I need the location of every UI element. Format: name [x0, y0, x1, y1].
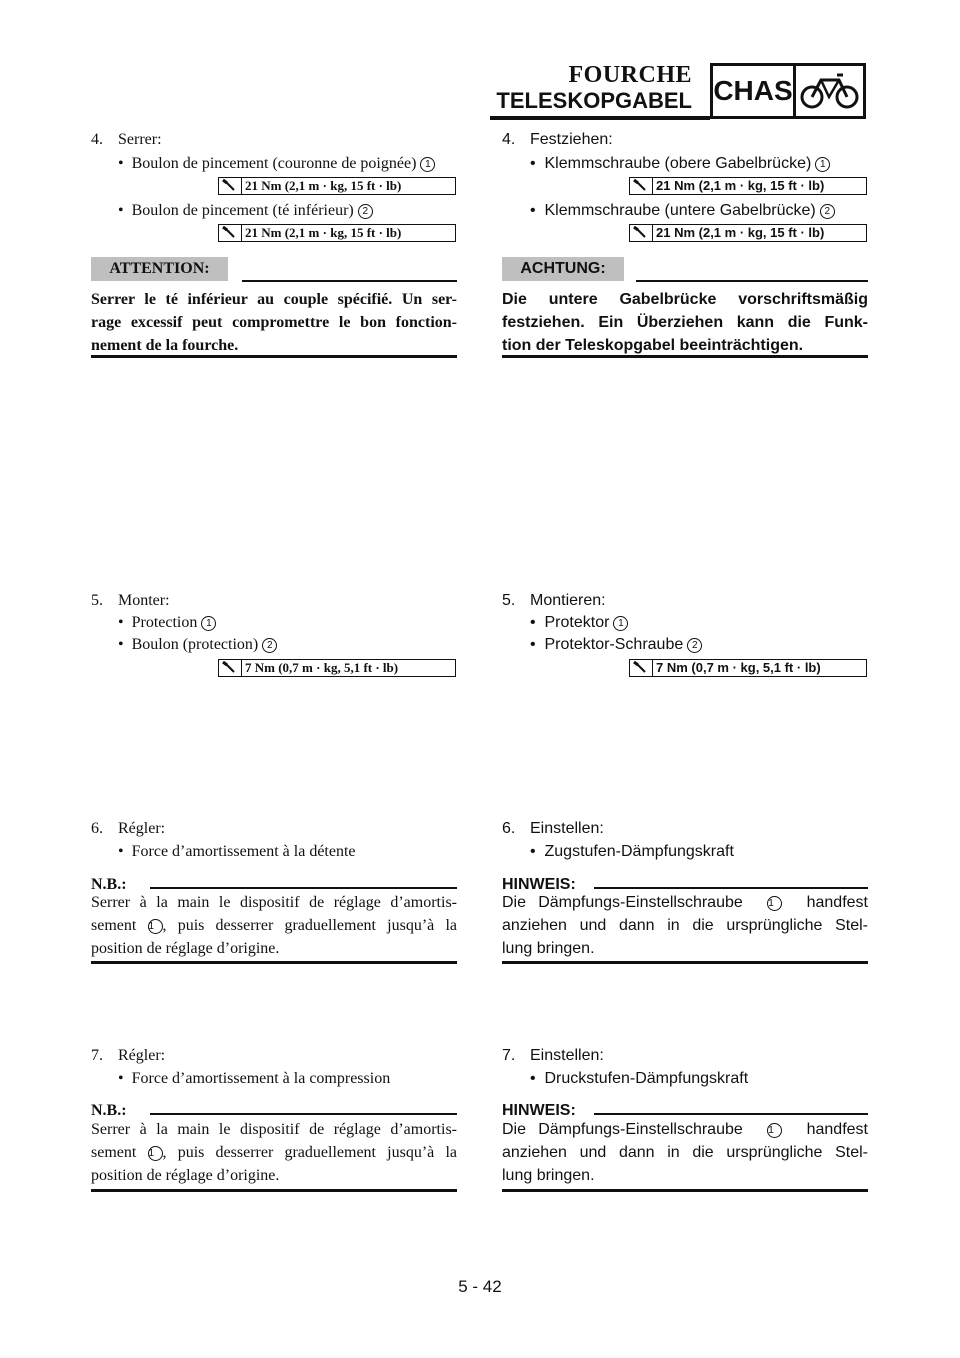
right-step6-note-text: Die Dämpfungs-Einstellschraube 1 handfest anziehen und dann in die ursprüngliche Stel- lung bringen.: [502, 894, 868, 957]
torque-value: 7 Nm (0,7 m · kg, 5,1 ft · lb): [656, 660, 821, 675]
right-step6-action: Einstellen:: [530, 820, 604, 837]
right-step7-bullet1: • Druckstufen-Dämpfungskraft: [530, 1070, 749, 1087]
right-step7-note-text: Die Dämpfungs-Einstellschraube 1 handfest anziehen und dann in die ursprüngliche Stel- lung bringen.: [502, 1121, 868, 1184]
left-step5-torque-spec: [218, 659, 456, 677]
section-code: CHAS: [713, 75, 793, 106]
ref-callout: 1: [201, 616, 216, 631]
page-number: 5 - 42: [458, 1277, 502, 1296]
ref-callout: 1: [148, 919, 163, 934]
right-step6-note-end-rule: [502, 961, 868, 964]
wrench-icon: [630, 660, 653, 676]
right-step5-bullet1: • Protektor 1: [530, 613, 628, 633]
left-step5-bullet2: • Boulon (protection) 2: [118, 635, 277, 655]
right-step4-bullet2: • Klemmschraube (untere Gabelbrücke) 2: [530, 201, 835, 221]
left-step6-action: Régler:: [118, 820, 166, 837]
wrench-icon: [219, 660, 242, 676]
right-step5-number: 5.: [502, 592, 516, 609]
section-divider: [793, 66, 796, 116]
torque-value: 21 Nm (2,1 m · kg, 15 ft · lb): [245, 225, 402, 240]
left-step7-note-rule: [150, 1113, 457, 1115]
left-step4-torque-spec1: [218, 177, 456, 195]
left-step6-note-label: N.B.:: [91, 876, 127, 893]
left-step5-bullet1: • Protection 1: [118, 613, 216, 633]
left-attention-label: ATTENTION:: [91, 257, 228, 281]
left-step5-number: 5.: [91, 592, 103, 609]
left-step7-note-label: N.B.:: [91, 1102, 127, 1119]
ref-callout: 2: [262, 638, 277, 653]
left-attention-end-rule: [91, 355, 457, 358]
left-attention-rule: [242, 280, 457, 282]
right-step6-bullet1: • Zugstufen-Dämpfungskraft: [530, 843, 734, 860]
right-step5-bullet2: • Protektor-Schraube 2: [530, 635, 702, 655]
right-step6-note-label: HINWEIS:: [502, 876, 576, 893]
left-step7-bullet1: • Force d’amortissement à la compression: [118, 1070, 391, 1087]
right-step6-note-rule: [594, 887, 868, 889]
left-step4-number: 4.: [91, 131, 103, 148]
ref-callout: 2: [687, 638, 702, 653]
left-step7-number: 7.: [91, 1047, 103, 1064]
header-title-fr: FOURCHE: [568, 62, 692, 88]
right-step7-number: 7.: [502, 1047, 516, 1064]
ref-callout: 1: [420, 157, 435, 172]
ref-callout: 2: [358, 204, 373, 219]
right-step7-note-rule: [594, 1113, 868, 1115]
torque-value: 21 Nm (2,1 m · kg, 15 ft · lb): [656, 178, 825, 193]
section-badge: [710, 63, 866, 119]
left-step6-note-text: Serrer à la main le dispositif de réglage d’amortis- sement 1 , puis desserrer graduellement jusqu’à la position de réglage d’origine.: [91, 894, 458, 957]
left-step6-note-end-rule: [91, 961, 457, 964]
left-step6-note-rule: [150, 887, 457, 889]
right-attention-end-rule: [502, 355, 868, 358]
wrench-icon: [630, 225, 653, 241]
motorcycle-icon: [799, 70, 861, 114]
left-step7-note-text: Serrer à la main le dispositif de réglage d’amortis- sement 1 , puis desserrer graduellement jusqu’à la position de réglage d’origine.: [91, 1121, 458, 1184]
torque-value: 21 Nm (2,1 m · kg, 15 ft · lb): [245, 178, 402, 193]
ref-callout: 1: [613, 616, 628, 631]
right-step4-bullet1: • Klemmschraube (obere Gabelbrücke) 1: [530, 154, 830, 174]
ref-callout: 1: [767, 1123, 782, 1138]
left-step7-action: Régler:: [118, 1047, 166, 1064]
left-step4-action: Serrer:: [118, 131, 162, 148]
left-step5-action: Monter:: [118, 592, 170, 609]
right-attention-text: Die untere Gabelbrücke vorschriftsmäßig festziehen. Ein Überziehen kann die Funk- tion der Teleskopgabel beeinträchtigen.: [502, 291, 868, 354]
left-step6-number: 6.: [91, 820, 103, 837]
right-step5-action: Montieren:: [530, 592, 606, 609]
right-step5-torque-spec: [629, 659, 867, 677]
right-step7-note-label: HINWEIS:: [502, 1102, 576, 1119]
ref-callout: 1: [148, 1146, 163, 1161]
header-title-de: TELESKOPGABEL: [496, 88, 692, 113]
left-step6-bullet1: • Force d’amortissement à la détente: [118, 843, 356, 860]
left-step4-bullet2: • Boulon de pincement (té inférieur) 2: [118, 201, 373, 221]
torque-value: 7 Nm (0,7 m · kg, 5,1 ft · lb): [245, 660, 399, 675]
right-step4-number: 4.: [502, 131, 516, 148]
right-attention-label: ACHTUNG:: [502, 257, 624, 281]
right-step7-note-end-rule: [502, 1189, 868, 1192]
right-step4-action: Festziehen:: [530, 131, 613, 148]
right-step6-number: 6.: [502, 820, 516, 837]
wrench-icon: [630, 178, 653, 194]
wrench-icon: [219, 225, 242, 241]
wrench-icon: [219, 178, 242, 194]
ref-callout: 1: [767, 896, 782, 911]
right-step4-torque-spec2: [629, 224, 867, 242]
ref-callout: 1: [815, 157, 830, 172]
header-rule: [490, 116, 710, 120]
left-step7-note-end-rule: [91, 1189, 457, 1192]
left-attention-text: Serrer le té inférieur au couple spécifié. Un ser- rage excessif peut compromettre le bon fonction- nement de la fourche.: [91, 291, 457, 354]
left-step4-torque-spec2: [218, 224, 456, 242]
right-attention-rule: [636, 280, 868, 282]
right-step7-action: Einstellen:: [530, 1047, 604, 1064]
ref-callout: 2: [820, 204, 835, 219]
right-step4-torque-spec1: [629, 177, 867, 195]
left-step4-bullet1: • Boulon de pincement (couronne de poignée) 1: [118, 154, 435, 174]
torque-value: 21 Nm (2,1 m · kg, 15 ft · lb): [656, 225, 825, 240]
